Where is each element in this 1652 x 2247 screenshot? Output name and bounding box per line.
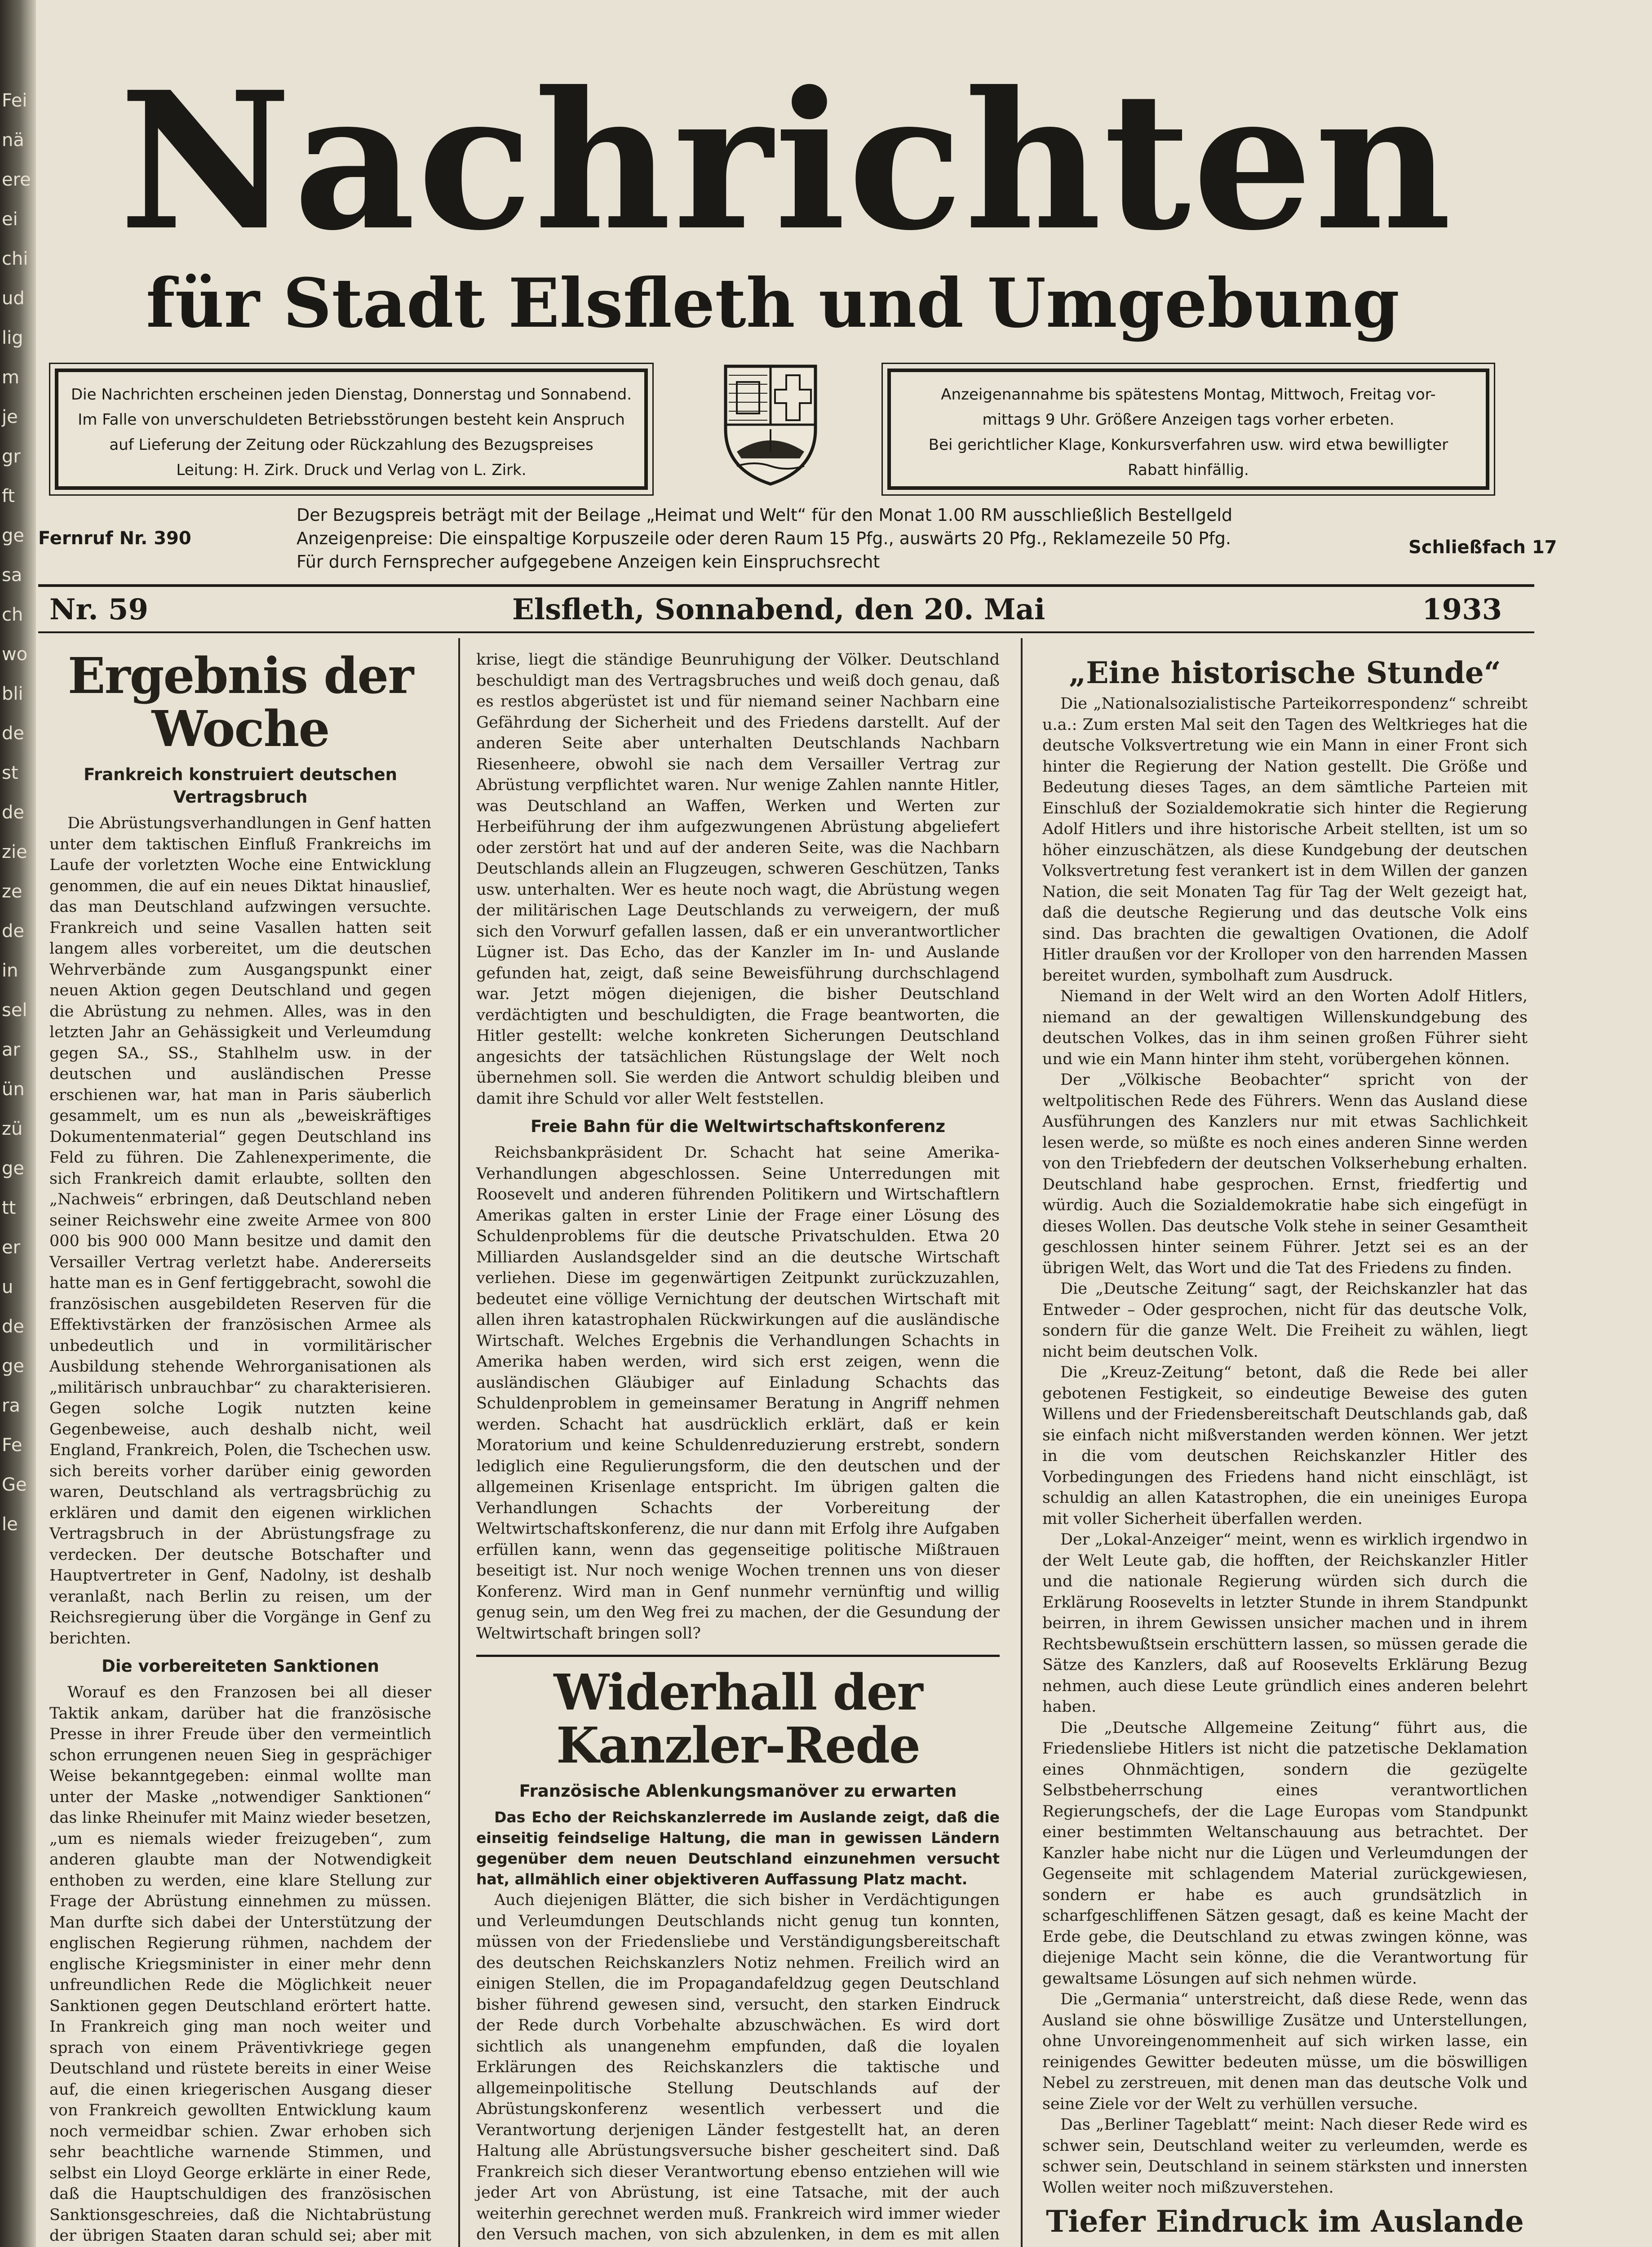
- paragraph: Die „Nationalsozialistische Parteikorrespondenz“ schreibt u.a.: Zum ersten Mal seit den Tagen des Weltkrieges hat die deutsche Volksvertretung wie ein Mann in einer Front sich hinter die Regierung der Nation gestellt. Die Größe und Bedeutung dieses Tages, an dem sämtliche Parteien mit Einschluß der Sozialdemokratie sich hinter die Regierung Adolf Hitlers und ihre historische Arbeit stellten, ist um so höher einzuschätzen, als diese Kundgebung der deutschen Volksvertretung fest verankert ist in dem Willen der ganzen Nation, die seit Monaten Tag für Tag der Welt gezeigt hat, daß die deutsche Regierung und das deutsche Volk eins sind. Das brachten die gewaltigen Ovationen, die Adolf Hitler draußen vor der Krolloper von den harrenden Massen bereitet wurden, symbolhaft zum Ausdruck.: [1042, 695, 1528, 985]
- gutter-fragment: chi: [2, 249, 28, 269]
- gutter-fragment: ere: [2, 169, 31, 190]
- subheading: Freie Bahn für die Weltwirtschaftskonferenz: [531, 1117, 945, 1136]
- advertising-info-box: [887, 369, 1489, 490]
- column-separator: [1021, 638, 1023, 2247]
- lead-paragraph: Das Echo der Reichskanzlerrede im Auslande zeigt, daß die einseitig feindselige Haltung, die man in gewissen Ländern gegenüber dem neuen Deutschland einzunehmen versucht hat, allmählich einer objektiveren Auffassung Platz macht.: [476, 1808, 1000, 1888]
- paragraph: Die „Kreuz-Zeitung“ betont, daß die Rede bei aller gebotenen Festigkeit, so eindeutige Beweise des guten Willens und der Friedensbereitschaft Deutschlands gab, daß sie einfach nicht mißverstanden werden können. Wer jetzt in die vom deutschen Reichskanzler Hitler des Vorbedingungen des Friedens hand nicht einschlägt, ist schuldig an allen Katastrophen, die ein uneiniges Europa mit voller Sicherheit überfallen werden.: [1042, 1363, 1528, 1528]
- binding-gutter: [0, 0, 36, 2247]
- info-line: Im Falle von unverschuldeten Betriebsstörungen besteht kein Anspruch: [78, 411, 625, 429]
- gutter-fragment: in: [2, 960, 18, 981]
- dateline-bottom-rule: [38, 631, 1534, 633]
- gutter-fragment: zie: [2, 842, 27, 862]
- dateline: Elsfleth, Sonnabend, den 20. Mai: [512, 593, 1045, 626]
- gutter-fragment: tt: [2, 1198, 16, 1218]
- gutter-fragment: zü: [2, 1119, 23, 1139]
- price-line: Der Bezugspreis beträgt mit der Beilage „Heimat und Welt“ für den Monat 1.00 RM ausschließlich Bestellgeld: [297, 505, 1233, 525]
- gutter-fragment: le: [2, 1514, 18, 1535]
- headline-widerhall-der-kanzler-rede: Widerhall der Kanzler-Rede: [554, 1663, 922, 1774]
- gutter-fragment: Fei: [2, 90, 27, 111]
- subheading: Französische Ablenkungsmanöver zu erwarten: [519, 1781, 957, 1801]
- gutter-fragment: ft: [2, 486, 15, 506]
- subheading: Frankreich konstruiert deutschen Vertragsbruch: [84, 765, 397, 807]
- gutter-fragment: ün: [2, 1079, 25, 1100]
- price-line: Für durch Fernsprecher aufgegebene Anzeigen kein Einspruchsrecht: [297, 552, 880, 572]
- paragraph: Die „Deutsche Zeitung“ sagt, der Reichskanzler hat das Entweder – Oder gesprochen, nicht für das deutsche Volk, sondern für die ganze Welt. Die Freiheit zu wählen, liegt nicht beim deutschen Volk.: [1042, 1280, 1528, 1361]
- column-separator: [458, 638, 460, 2247]
- publication-info-box: [55, 369, 648, 490]
- gutter-fragment: ra: [2, 1395, 20, 1416]
- gutter-fragment: st: [2, 763, 18, 783]
- coat-of-arms-icon: [719, 362, 822, 488]
- gutter-fragment: nä: [2, 130, 24, 151]
- gutter-fragment: ge: [2, 525, 24, 546]
- issue-number: Nr. 59: [49, 593, 148, 626]
- gutter-fragment: ch: [2, 604, 23, 625]
- gutter-fragment: ge: [2, 1356, 24, 1377]
- paragraph: krise, liegt die ständige Beunruhigung der Völker. Deutschland beschuldigt man des Vertragsbruches und weiß doch genau, daß es restlos abgerüstet ist und für niemand seiner Nachbarn eine Gefährdung der Sicherheit und des Friedens darstellt. Auf der anderen Seite aber unterhalten Deutschlands Nachbarn Riesenheere, obwohl sie nach dem Versailler Vertrag zur Abrüstung verpflichtet waren. Nur wenige Zahlen nannte Hitler, was Deutschland an Waffen, Werken und Werten zur Herbeiführung der ihm aufgezwungenen Abrüstung abgeliefert oder zerstört hat und auf der anderen Seite, was die Nachbarn Deutschlands allein an Flugzeugen, schweren Geschützen, Tanks usw. unterhalten. Wer es heute noch wagt, die Abrüstung wegen der militärischen Lage Deutschlands zu verweigern, der muß sich den Vorwurf gefallen lassen, daß er ein unverantwortlicher Lügner ist. Das Echo, das der Kanzler im In- und Auslande gefunden hat, zeigt, daß seine Beweisführung durchschlagend war. Jetzt mögen diejenigen, die bisher Deutschland verdächtigten und beschuldigten, die Frage beantworten, die Hitler gestellt: welche konkreten Sicherungen Deutschland angesichts der tatsächlichen Rüstungslage der Welt noch übernehmen soll. Sie werden die Antwort schuldig bleiben und damit ihre Schuld vor aller Welt feststellen.: [476, 651, 1000, 1108]
- gutter-fragment: de: [2, 802, 24, 823]
- paragraph: Worauf es den Franzosen bei all dieser Taktik ankam, darüber hat die französische Presse in ihrer Freude über den vermeintlich schon errungenen neuen Sieg in gesprächiger Weise bekanntgegeben: einmal wollte man unter der Maske „notwendiger Sanktionen“ das linke Rheinufer mit Mainz wieder besetzen, „um es niemals wieder freizugeben“, zum anderen glaubte man der Notwendigkeit enthoben zu werden, eine klare Stellung zur Frage der Abrüstung einnehmen zu müssen. Man durfte sich dabei der Unterstützung der englischen Regierung rühmen, nachdem der englische Kriegsminister in einer mehr denn unfreundlichen Rede die Möglichkeit neuer Sanktionen gegen Deutschland erörtert hatte. In Frankreich ging man noch weiter und sprach von einem Präventivkriege gegen Deutschland und rüstete bereits in einer Weise auf, die einen kriegerischen Ausgang dieser von Frankreich gewollten Entwicklung kaum noch vermeidbar schien. Zwar erhoben sich sehr beachtliche warnende Stimmen, und selbst ein Lloyd George erklärte in einer Rede, daß die Hauptschuldigen des französischen Sanktionsgeschreies, daß die Nichtabrüstung der übrigen Staaten daran schuld sei; aber mit: [49, 1683, 431, 2245]
- section-rule: [476, 1655, 1000, 1657]
- gutter-fragment: de: [2, 921, 24, 941]
- gutter-fragment: Fe: [2, 1435, 22, 1456]
- telephone-number: Fernruf Nr. 390: [38, 528, 191, 549]
- masthead-title: Nachrichten: [119, 51, 1453, 272]
- gutter-fragment: ze: [2, 881, 22, 902]
- subheading: Die vorbereiteten Sanktionen: [102, 1656, 379, 1676]
- column-2: [476, 649, 1000, 2247]
- paragraph: Reichsbankpräsident Dr. Schacht hat seine Amerika-Verhandlungen abgeschlossen. Seine Unterredungen mit Roosevelt und anderen führenden Politikern und Wirtschaftlern Amerikas galten in erster Linie der Frage einer Lösung des Schuldenproblems für die deutsche Privatschulden. Etwa 20 Milliarden Auslandsgelder sind an die deutsche Wirtschaft verliehen. Diese im gegenwärtigen Zeitpunkt zurückzuzahlen, bedeutet eine völlige Vernichtung der deutschen Wirtschaft mit allen ihren katastrophalen Rückwirkungen auf die ausländische Wirtschaft. Welches Ergebnis die Verhandlungen Schachts in Amerika haben werden, wird sich erst zeigen, wenn die ausländischen Gläubiger auf Einladung Schachts das Schuldenproblem in gemeinsamer Beratung in Angriff nehmen werden. Schacht hat ausdrücklich erklärt, daß er kein Moratorium und keine Schuldenreduzierung erstrebt, sondern lediglich eine Regulierungsform, die den deutschen und der allgemeinen Krisenlage entspricht. Im übrigen galten die Verhandlungen Schachts der Vorbereitung der Weltwirtschaftskonferenz, die nur dann mit Erfolg ihre Aufgaben erfüllen kann, wenn das gegenseitige politische Mißtrauen beseitigt ist. Nur noch wenige Wochen trennen uns von dieser Konferenz. Wird man in Genf nunmehr vernünftig und willig genug sein, um den Weg frei zu machen, der die Gesundung der Weltwirtschaft bringen soll?: [476, 1144, 1000, 1643]
- gutter-fragment: de: [2, 1316, 24, 1337]
- headline-tiefer-eindruck: Tiefer Eindruck im Auslande: [1046, 2204, 1524, 2239]
- headline-historische-stunde: „Eine historische Stunde“: [1069, 655, 1501, 690]
- gutter-fragment: wo: [2, 644, 28, 665]
- gutter-fragment: lig: [2, 328, 23, 348]
- info-line: Anzeigenannahme bis spätestens Montag, Mittwoch, Freitag vor-: [941, 386, 1436, 404]
- gutter-fragment: sel: [2, 1000, 27, 1021]
- dateline-top-rule: [38, 584, 1534, 587]
- adjacent-page-fragments: [2, 81, 31, 1544]
- gutter-fragment: u: [2, 1277, 13, 1297]
- paragraph: Auch diejenigen Blätter, die sich bisher in Verdächtigungen und Verleumdungen Deutschlands nicht genug tun konnten, müssen von der Friedensliebe und Verständigungsbereitschaft des deutschen Reichskanzlers Notiz nehmen. Freilich wird an einigen Stellen, die im Propagandafeldzug gegen Deutschland bisher führend gewesen sind, versucht, den starken Eindruck der Rede durch Vorbehalte abzuschwächen. Es wird dort sichtlich als unangenehm empfunden, daß die loyalen Erklärungen des Reichskanzlers die taktische und allgemeinpolitische Stellung Deutschlands auf der Abrüstungskonferenz wesentlich verbessert und die Verantwortung derjenigen Länder festgestellt hat, an deren Haltung alle Abrüstungsversuche bisher gescheitert sind. Daß Frankreich sich dieser Verantwortung ebenso entziehen will wie jeder Art von Abrüstung, ist eine Tatsache, mit der auch weiterhin gerechnet werden muß. Frankreich wird immer wieder den Versuch machen, von sich abzulenken, in dem es mit allen: [476, 1891, 1000, 2243]
- gutter-fragment: m: [2, 367, 19, 388]
- gutter-fragment: Ge: [2, 1474, 27, 1495]
- gutter-fragment: de: [2, 723, 24, 744]
- masthead-subtitle: für Stadt Elsfleth und Umgebung: [146, 264, 1400, 343]
- paragraph: Die Abrüstungsverhandlungen in Genf hatten unter dem taktischen Einfluß Frankreichs im Laufe der vorletzten Woche eine Entwicklung genommen, die auf ein neues Diktat hinauslief, das man Deutschland aufzwingen versuchte. Frankreich und seine Vasallen hatten seit langem alles vorbereitet, um die deutschen Wehrverbände zum Ausgangspunkt einer neuen Aktion gegen Deutschland und gegen die Abrüstung zu nehmen. Alles, was in den letzten Jahr an Gehässigkeit und Verleumdung gegen SA., SS., Stahlhelm usw. in der deutschen und ausländischen Presse erschienen war, hat man in Paris säuberlich gesammelt, um es nun als „beweiskräftiges Dokumentenmaterial“ gegen Deutschland ins Feld zu führen. Die Zahlenexperimente, die sich Frankreich damit erlaubte, sollten den „Nachweis“ erbringen, daß Deutschland neben seiner Reichswehr eine zweite Armee von 800 000 bis 900 000 Mann besitze und damit den Versailler Vertrag verletzt habe. Andererseits hatte man es in Genf fertiggebracht, sowohl die französischen ausgebildeten Reserven für die Effektivstärken der französischen Armee als unbedeutlich und in vormilitärischer Ausbildung stehende Wehrorganisationen als „militärisch unbrauchbar“ zu charakterisieren. Gegen solche Logik nutzten keine Gegenbeweise, auch deshalb nicht, weil England, Frankreich, Polen, die Tschechen usw. sich bereits vorher darüber einig geworden waren, Deutschland als vertragsbrüchig zu erklären und damit den eigenen wirklichen Vertragsbruch in der Abrüstungsfrage zu verdecken. Der deutsche Botschafter und Hauptvertreter in Genf, Nadolny, ist deshalb veranlaßt, nach Berlin zu reisen, um der Reichsregierung über die Vorgänge in Genf zu berichten.: [49, 814, 431, 1648]
- price-line: Anzeigenpreise: Die einspaltige Korpuszeile oder deren Raum 15 Pfg., auswärts 20 Pfg., Reklamezeile 50 Pfg.: [297, 528, 1231, 548]
- info-line: Rabatt hinfällig.: [1128, 461, 1249, 479]
- paragraph: Der „Lokal-Anzeiger“ meint, wenn es wirklich irgendwo in der Welt Leute gab, die hofften, der Reichskanzler Hitler und die nationale Regierung würden sich durch die Erklärung Roosevelts in letzter Stunde in ihrem Standpunkt beirren, in ihrem Gewissen unsicher machen und in ihrem Rechtsbewußtsein erschüttern lassen, so müssen gerade die Sätze des Kanzlers, daß auf Roosevelts Erklärung Bezug nehmen, auch diese Leute gründlich eines anderen belehrt haben.: [1042, 1531, 1528, 1716]
- paragraph: Das „Berliner Tageblatt“ meint: Nach dieser Rede wird es schwer sein, Deutschland weiter zu verleumden, werde es schwer sein, Deutschland in seinem stärksten und innersten Wollen weiter noch mißzuverstehen.: [1042, 2116, 1528, 2197]
- gutter-fragment: ud: [2, 288, 25, 309]
- paragraph: Der „Völkische Beobachter“ spricht von der weltpolitischen Rede des Führers. Wenn das Ausland diese Ausführungen des Kanzlers nur mit etwas Sachlichkeit lesen werde, so müßte es noch eines anderen Sinne werden von den Triebfedern der deutschen Volkserhebung erhalten. Deutschland habe gesprochen. Ernst, friedfertig und würdig. Auch die Sozialdemokratie habe sich eingefügt in dieses Wollen. Das deutsche Volk stehe in seiner Gesamtheit geschlossen hinter seinem Führer. Jetzt sei es an der übrigen Welt, das Wort und die Tat des Friedens zu finden.: [1042, 1071, 1528, 1277]
- info-line: mittags 9 Uhr. Größere Anzeigen tags vorher erbeten.: [982, 411, 1395, 429]
- info-line: auf Lieferung der Zeitung oder Rückzahlung des Bezugspreises: [109, 436, 593, 454]
- headline-ergebnis-der-woche: Ergebnis der Woche: [67, 647, 413, 758]
- gutter-fragment: ar: [2, 1039, 20, 1060]
- column-1: [49, 649, 431, 2247]
- gutter-fragment: ge: [2, 1158, 24, 1179]
- gutter-fragment: ei: [2, 209, 18, 230]
- gutter-fragment: er: [2, 1237, 21, 1258]
- gutter-fragment: gr: [2, 446, 21, 467]
- info-line: Leitung: H. Zirk. Druck und Verlag von L. Zirk.: [176, 461, 527, 479]
- paragraph: Die „Germania“ unterstreicht, daß diese Rede, wenn das Ausland sie ohne böswillige Zusätze und Unterstellungen, ohne Unvoreingenommenheit auf sich wirken lasse, ein reinigendes Gewitter bedeuten müsse, um die böswilligen Nebel zu zerstreuen, mit denen man das deutsche Volk und seine Ziele vor der Welt zu verhüllen versuche.: [1042, 1990, 1528, 2113]
- gutter-fragment: je: [2, 407, 18, 427]
- paragraph: Niemand in der Welt wird an den Worten Adolf Hitlers, niemand an der gewaltigen Willenskundgebung des deutschen Volkes, das in ihm seinen großen Führer sieht und wie ein Mann hinter ihm steht, vorübergehen können.: [1042, 987, 1528, 1068]
- info-line: Die Nachrichten erscheinen jeden Dienstag, Donnerstag und Sonnabend.: [71, 386, 632, 404]
- issue-year: 1933: [1422, 593, 1502, 626]
- column-3: [1042, 649, 1528, 2247]
- gutter-fragment: bli: [2, 684, 23, 704]
- subscription-prices: [297, 503, 1325, 573]
- po-box: Schließfach 17: [1408, 537, 1557, 558]
- info-line: Bei gerichtlicher Klage, Konkursverfahren usw. wird etwa bewilligter: [928, 436, 1448, 454]
- paragraph: Die „Deutsche Allgemeine Zeitung“ führt aus, die Friedensliebe Hitlers ist nicht die patzetische Deklamation eines Ohnmächtigen, sondern die gezügelte Selbstbeherrschung eines verantwortlichen Regierungschefs, der die Lage Europas vom Standpunkt einer bestimmten Weltanschauung aus betrachtet. Der Kanzler habe nicht nur die Lügen und Verleumdungen der Gegenseite mit schlagendem Material zurückgewiesen, sondern er habe es auch grundsätzlich in scharfgeschliffenen Sätzen gesagt, daß es keine Macht der Erde gebe, die Deutschland zu etwas zwingen könne, was diejenige Macht sein könne, die die Verantwortung für gewaltsame Lösungen auf sich nehmen würde.: [1042, 1719, 1528, 1988]
- gutter-fragment: sa: [2, 565, 22, 586]
